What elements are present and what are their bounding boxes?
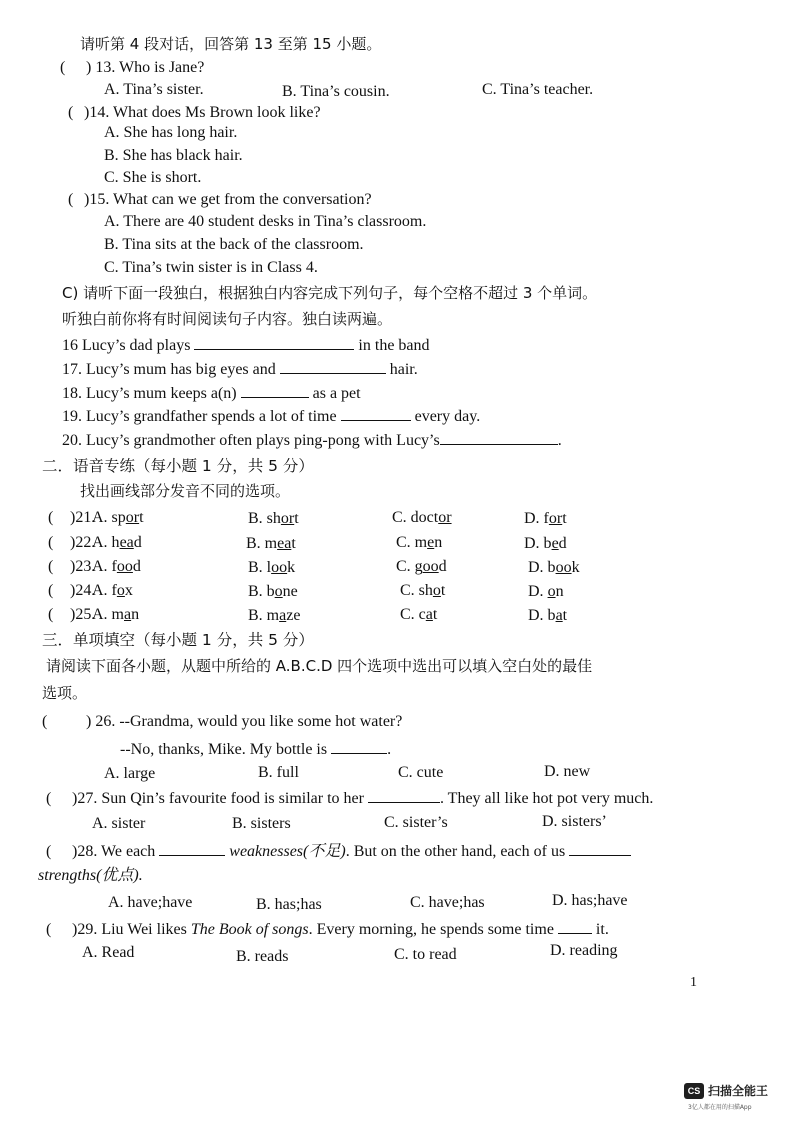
answer-blank[interactable] (331, 738, 387, 754)
phonetics-option (92, 508, 144, 528)
option-29d: D. reading (550, 942, 618, 959)
option-text: D. b (524, 535, 552, 552)
option-text: A. f (92, 558, 117, 575)
option-28d: D. has;have (552, 892, 628, 909)
scanner-watermark (684, 1082, 768, 1099)
option-text: t (562, 510, 567, 527)
fill-16 (62, 334, 430, 356)
option-text: t (139, 509, 144, 526)
option-15b: B. Tina sits at the back of the classroom. (104, 236, 364, 253)
option-13b: B. Tina’s cousin. (282, 83, 390, 100)
option-26b: B. full (258, 764, 299, 781)
fill-text: hair. (389, 361, 418, 378)
option-28b: B. has;has (256, 896, 322, 913)
question-number: )24. (70, 582, 96, 599)
option-text: C. g (396, 558, 423, 575)
question-28 (46, 840, 631, 862)
phonetics-option (396, 557, 447, 577)
question-stem: 15. What can we get from the conversation? (89, 191, 372, 208)
question-28-line2: strengths(优点). (38, 867, 143, 884)
option-text: k (287, 559, 296, 576)
option-text: d (132, 558, 141, 575)
option-text: ze (286, 607, 301, 624)
phonetics-option (92, 557, 141, 577)
option-14a: A. She has long hair. (104, 124, 238, 141)
option-14c: C. She is short. (104, 169, 202, 186)
question-29 (46, 918, 609, 940)
answer-blank[interactable] (569, 840, 631, 856)
fill-text: every day. (414, 408, 481, 425)
underlined-letters: a (279, 607, 287, 624)
question-number: )23. (70, 558, 96, 575)
question-stem: . Every morning, he spends some time (308, 921, 554, 938)
answer-blank[interactable] (558, 918, 592, 934)
option-29b: B. reads (236, 948, 289, 965)
option-text: d (438, 558, 447, 575)
answer-paren: ( (48, 582, 54, 599)
option-text: t (291, 535, 296, 552)
question-stem: it. (595, 921, 609, 938)
phonetics-option (248, 509, 299, 529)
option-text: C. doct (392, 509, 439, 526)
phonetics-question-23 (48, 557, 95, 577)
question-15: ( )15. What can we get from the conversation? (68, 191, 372, 208)
phonetics-option (528, 606, 567, 626)
option-text: D. (528, 583, 548, 600)
answer-paren: ( (46, 843, 52, 860)
question-13: ( ) 13. Who is Jane? (60, 59, 205, 76)
answer-paren: ( (46, 790, 52, 807)
phonetics-option (528, 558, 580, 578)
fill-19 (62, 405, 480, 427)
phonetics-option (92, 533, 142, 553)
phonetics-question-21 (48, 508, 95, 528)
underlined-letters: o (116, 582, 125, 599)
phonetics-option (524, 534, 567, 554)
underlined-letters: oo (422, 558, 439, 575)
answer-paren: ( (42, 713, 48, 730)
underlined-letters: o (547, 583, 556, 600)
question-stem: weaknesses(不足) (229, 843, 346, 860)
option-text: C. c (400, 606, 426, 623)
phonetics-option (248, 582, 298, 602)
instruction-13-15: 请听第 4 段对话，回答第 13 至第 15 小题。 (80, 35, 382, 53)
underlined-letters: o (274, 583, 283, 600)
section-3-title: 三．单项填空（每小题 1 分，共 5 分） (42, 631, 314, 649)
instruction-c-2: 听独白前你将有时间阅读句子内容。独白读两遍。 (62, 310, 393, 328)
option-text: A. f (92, 582, 117, 599)
question-number: )25. (70, 606, 96, 623)
answer-blank[interactable] (241, 382, 309, 398)
answer-blank[interactable] (280, 358, 386, 374)
option-28a: A. have;have (108, 894, 193, 911)
option-27b: B. sisters (232, 815, 291, 832)
question-26-line2 (120, 738, 391, 760)
underlined-letters: or (280, 510, 295, 527)
option-15a: A. There are 40 student desks in Tina’s classroom. (104, 213, 427, 230)
option-text: k (571, 559, 580, 576)
answer-blank[interactable] (341, 405, 411, 421)
option-text: C. m (396, 534, 428, 551)
option-text: d (133, 534, 142, 551)
option-text: B. m (248, 607, 280, 624)
question-26: ( ) 26. --Grandma, would you like some hot water? (42, 713, 403, 730)
option-29a: A. Read (82, 944, 135, 961)
option-text: D. b (528, 607, 556, 624)
option-14b: B. She has black hair. (104, 147, 243, 164)
answer-blank[interactable] (368, 787, 440, 803)
question-stem: . They all like hot pot very much. (439, 790, 654, 807)
option-27d: D. sisters’ (542, 813, 607, 830)
watermark-title: 扫描全能王 (708, 1084, 769, 1098)
question-number: )21. (70, 509, 96, 526)
fill-17 (62, 358, 418, 380)
phonetics-option (400, 605, 437, 625)
option-text: B. l (248, 559, 272, 576)
answer-paren: ( (68, 104, 74, 121)
underlined-letters: o (432, 582, 441, 599)
phonetics-option (524, 509, 567, 529)
section-2-instruction: 找出画线部分发音不同的选项。 (80, 482, 291, 500)
page-number: 1 (690, 975, 697, 990)
fill-text: in the band (358, 337, 430, 354)
fill-text: 16 Lucy’s dad plays (62, 337, 191, 354)
answer-paren: ( (46, 921, 52, 938)
question-stem: )28. We each (72, 843, 156, 860)
answer-blank[interactable] (194, 334, 354, 350)
answer-paren: ( (48, 558, 54, 575)
option-text: n (555, 583, 564, 600)
answer-blank[interactable] (159, 840, 225, 856)
question-stem: --No, thanks, Mike. My bottle is (120, 741, 328, 758)
phonetics-question-22 (48, 533, 95, 553)
option-text: A. m (92, 606, 124, 623)
phonetics-question-25 (48, 605, 95, 625)
underlined-letters: a (124, 606, 132, 623)
option-28c: C. have;has (410, 894, 485, 911)
question-stem: . (387, 741, 392, 758)
option-text: ne (282, 583, 298, 600)
underlined-letters: oo (555, 559, 572, 576)
fill-text: 19. Lucy’s grandfather spends a lot of time (62, 408, 337, 425)
phonetics-option (248, 558, 295, 578)
phonetics-option (248, 606, 300, 626)
underlined-letters: e (551, 535, 559, 552)
phonetics-option (92, 605, 139, 625)
option-text: B. b (248, 583, 275, 600)
phonetics-option (92, 581, 133, 601)
phonetics-option (528, 582, 564, 602)
phonetics-option (396, 533, 442, 553)
option-26d: D. new (544, 763, 591, 780)
option-text: t (432, 606, 438, 623)
answer-blank[interactable] (440, 429, 558, 445)
option-text: D. f (524, 510, 549, 527)
answer-paren: ( (48, 606, 54, 623)
instruction-c-1: C) 请听下面一段独白，根据独白内容完成下列句子，每个空格不超过 3 个单词。 (62, 284, 598, 302)
fill-text: 18. Lucy’s mum keeps a(n) (62, 385, 237, 402)
option-text: t (294, 510, 299, 527)
option-26c: C. cute (398, 764, 444, 781)
question-stem: )29. Liu Wei likes (72, 921, 187, 938)
fill-18 (62, 382, 361, 404)
fill-text: 20. Lucy’s grandmother often plays ping-pong with Lucy’s (62, 432, 440, 449)
watermark-subtitle: 3亿人都在用的扫描App (688, 1104, 752, 1111)
underlined-letters: a (425, 606, 433, 623)
underlined-letters: or (548, 510, 563, 527)
fill-20 (62, 429, 562, 451)
option-text: t (562, 607, 568, 624)
underlined-letters: e (427, 534, 435, 551)
section-3-instruction-1: 请阅读下面各小题，从题中所给的 A.B.C.D 四个选项中选出可以填入空白处的最佳 (46, 657, 593, 675)
option-27c: C. sister’s (384, 814, 448, 831)
underlined-letters: a (555, 607, 563, 624)
option-13a: A. Tina’s sister. (104, 81, 204, 98)
option-text: x (124, 582, 133, 599)
option-text: d (558, 535, 567, 552)
book-title: The Book of songs (190, 921, 309, 938)
phonetics-question-24 (48, 581, 95, 601)
option-15c: C. Tina’s twin sister is in Class 4. (104, 259, 318, 276)
underlined-letters: or (438, 509, 452, 526)
fill-text: . (557, 432, 562, 449)
section-3-instruction-2: 选项。 (42, 684, 88, 702)
phonetics-option (400, 581, 445, 601)
option-29c: C. to read (394, 946, 457, 963)
underlined-letters: oo (271, 559, 288, 576)
option-text: B. m (246, 535, 278, 552)
answer-paren: ( (60, 59, 66, 76)
option-text: D. b (528, 559, 556, 576)
option-text: t (440, 582, 446, 599)
option-text: B. sh (248, 510, 281, 527)
fill-text: as a pet (312, 385, 361, 402)
question-number: )22. (70, 534, 96, 551)
option-text: n (434, 534, 443, 551)
fill-text: 17. Lucy’s mum has big eyes and (62, 361, 276, 378)
option-text: A. sp (92, 509, 126, 526)
option-13c: C. Tina’s teacher. (482, 81, 594, 98)
camscanner-logo-icon: CS (684, 1083, 704, 1099)
question-stem: 14. What does Ms Brown look like? (89, 104, 321, 121)
option-text: C. sh (400, 582, 433, 599)
question-stem: 26. --Grandma, would you like some hot water? (95, 713, 403, 730)
question-stem: )27. Sun Qin’s favourite food is similar to her (72, 790, 364, 807)
underlined-letters: or (125, 509, 140, 526)
answer-paren: ( (48, 509, 54, 526)
question-27 (46, 787, 653, 809)
question-stem: 13. Who is Jane? (95, 59, 205, 76)
answer-paren: ( (48, 534, 54, 551)
phonetics-option (246, 534, 296, 554)
answer-paren: ( (68, 191, 74, 208)
phonetics-option (392, 508, 452, 528)
option-text: A. h (92, 534, 120, 551)
section-2-title: 二．语音专练（每小题 1 分，共 5 分） (42, 457, 314, 475)
question-stem: . But on the other hand, each of us (345, 843, 566, 860)
question-14: ( )14. What does Ms Brown look like? (68, 104, 321, 121)
option-text: n (131, 606, 140, 623)
option-26a: A. large (104, 765, 156, 782)
underlined-letters: oo (116, 558, 133, 575)
option-27a: A. sister (92, 815, 146, 832)
underlined-letters: ea (277, 535, 292, 552)
underlined-letters: ea (119, 534, 134, 551)
